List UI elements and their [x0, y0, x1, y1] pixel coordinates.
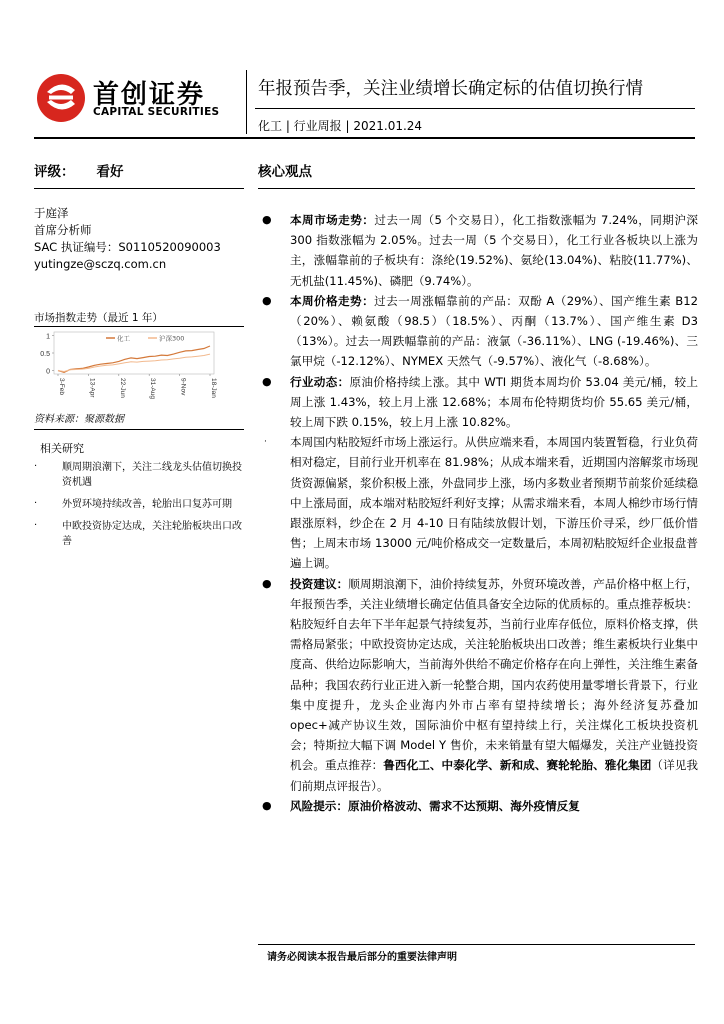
core-title: 核心观点 — [258, 164, 312, 180]
analyst-sac: SAC 执证编号：S0110520090003 — [34, 240, 221, 254]
viscose-paragraph: · 本周国内粘胶短纤市场上涨运行。从供应端来看，本周国内装置暂稳，行业负荷相对稳定，目前行业开机率在 81.98%；从成本端来看，近期国内溶解浆市场现货资源偏紧，浆价积极上涨，外盘同步上涨，场内多数业者预期节前浆价延续稳中上涨局面，成本端对粘胶短纤利好支撑；从需求端来看，本周人棉纱市场行情跟涨原料，纱企在 2 月 4-10 日有陆续放假计划，下游压价寻采，纱厂低价惜售；上周末市场 13000 元/吨价格成交一定数量后，本周初粘胶短纤企业报盘普遍上调。 — [258, 432, 698, 573]
x-tick-label: 18-Jan — [210, 378, 217, 398]
analyst-email[interactable]: yutingze@sczq.com.cn — [34, 257, 167, 271]
footer-rule — [258, 944, 695, 945]
rating-label: 评级： — [34, 164, 75, 180]
legend-label: 化工 — [117, 334, 130, 343]
rating-rule — [34, 188, 244, 189]
logo-mark-icon — [35, 72, 87, 124]
bullet-icon: ● — [262, 576, 272, 590]
chart-title: 市场指数走势（最近 1 年） — [34, 312, 163, 324]
bullet-icon: · — [34, 520, 38, 531]
x-tick-label: 13-Apr — [88, 378, 96, 398]
series-line-chemical — [58, 346, 210, 372]
bullet-icon: ● — [262, 374, 272, 388]
report-title: 年报预告季，关注业绩增长确定标的估值切换行情 — [258, 79, 643, 99]
bullet-icon: · — [34, 461, 38, 472]
title-rule — [255, 108, 695, 109]
x-tick-label: 3-Feb — [58, 378, 65, 395]
header-divider — [246, 70, 247, 134]
investment-advice-paragraph: ● 投资建议：顺周期浪潮下，油价持续复苏，外贸环境改善，产品价格中枢上行，年报预告季，关注业绩增长确定估值具备安全边际的优质标的。重点推荐板块：粘胶短纤自去年下半年起景气持续复苏，当前行业库存低位，原料价格支撑，供需格局紧张；中欧投资协定达成，关注轮胎板块出口改善；维生素板块行业集中度高、供给边际影响大，当前海外供给不确定价格存在向上弹性，关注维生素备品种；我国农药行业正进入新一轮整合期，国内农药使用量零增长背景下，行业集中度提升，龙头企业海内外市占率有望持续增长；海外经济复苏叠加 opec+减产协议生效，国际油价中枢有望持续上行，关注煤化工板块投资机会；特斯拉大幅下调 Model Y 售价，未来销量有望大幅爆发，关注产业链投资机会。重点推荐：鲁西化工、中泰化学、新和成、赛轮轮胎、雅化集团（详见我们前期点评报告）。 — [258, 574, 698, 796]
related-title: 相关研究 — [40, 442, 84, 455]
related-item[interactable]: · 外贸环境持续改善，轮胎出口复苏可期 — [34, 498, 232, 510]
chart-source: 资料来源：聚源数据 — [34, 414, 124, 425]
related-item[interactable]: · 顺周期浪潮下，关注二线龙头估值切换投资机遇 — [34, 461, 242, 488]
x-tick-label: 9-Nov — [179, 378, 187, 396]
analyst-name: 于庭泽 — [34, 206, 69, 220]
related-list — [34, 460, 246, 556]
logo-english-name: CAPITAL SECURITIES — [93, 106, 220, 118]
y-tick-label: 1 — [46, 333, 50, 341]
chart-rule — [34, 326, 244, 327]
logo-name: 首创证券 — [93, 80, 206, 110]
y-tick-label: 0 — [46, 368, 50, 376]
bullet-icon: ● — [262, 293, 272, 307]
index-chart — [34, 328, 244, 408]
footer-disclaimer: 请务必阅读本报告最后部分的重要法律声明 — [267, 952, 457, 963]
x-tick-label: 31-Aug — [149, 378, 157, 399]
analyst-role: 首席分析师 — [34, 223, 92, 237]
report-subtitle: 化工 | 行业周报 | 2021.01.24 — [258, 119, 423, 133]
bullet-icon: ● — [262, 213, 272, 226]
series-line-hs300 — [58, 354, 210, 371]
price-trend-paragraph: ● 本周价格走势：过去一周涨幅靠前的产品：双酚 A（29%）、国产维生素 B12（20%）、赖氨酸（98.5）（18.5%）、丙酮（13.7%）、国产维生素 D3（13%）。过去一周跌幅靠前的产品：液氯（-36.11%）、LNG (-19.46%)、三氯甲烷（-12.12%）、NYMEX 天然气（-9.57%）、液化气（-8.68%）。 — [258, 291, 698, 372]
legend-label: 沪深300 — [159, 334, 185, 343]
plot-frame — [54, 332, 214, 374]
core-content — [258, 210, 698, 816]
related-item[interactable]: · 中欧投资协定达成，关注轮胎板块出口改善 — [34, 520, 242, 547]
source-rule — [34, 429, 244, 430]
bullet-icon: ● — [262, 798, 272, 812]
x-tick-label: 22-Jun — [118, 378, 126, 398]
rating-value: 看好 — [96, 164, 124, 180]
core-rule — [258, 188, 695, 189]
header-rule — [34, 137, 695, 139]
market-trend-paragraph: ● 本周市场走势：过去一周（5 个交易日），化工指数涨幅为 7.24%，同期沪深 300 指数涨幅为 2.05%。过去一周（5 个交易日），化工行业各板块以上涨为主，涨幅靠前的子板块有：涤纶(19.52%)、氨纶(13.04%)、粘胶(11.77%)、无机盐(11.45%)、磷肥（9.74%）。 — [258, 210, 698, 291]
risk-paragraph: ● 风险提示：原油价格波动、需求不达预期、海外疫情反复 — [258, 796, 698, 816]
bullet-icon: · — [264, 437, 267, 448]
company-logo — [35, 72, 235, 124]
y-tick-label: 0.5 — [40, 351, 50, 358]
rating — [34, 160, 124, 180]
bullet-icon: · — [34, 498, 38, 509]
recommended-stocks: 鲁西化工、中泰化学、新和成、赛轮轮胎、雅化集团 — [383, 758, 652, 773]
industry-news-paragraph: ● 行业动态：原油价格持续上涨。其中 WTI 期货本周均价 53.04 美元/桶，较上周上涨 1.43%，较上月上涨 12.68%；本周布伦特期货均价 55.65 美元/桶，较上周下跌 0.15%，较上月上涨 10.82%。 — [258, 372, 698, 433]
